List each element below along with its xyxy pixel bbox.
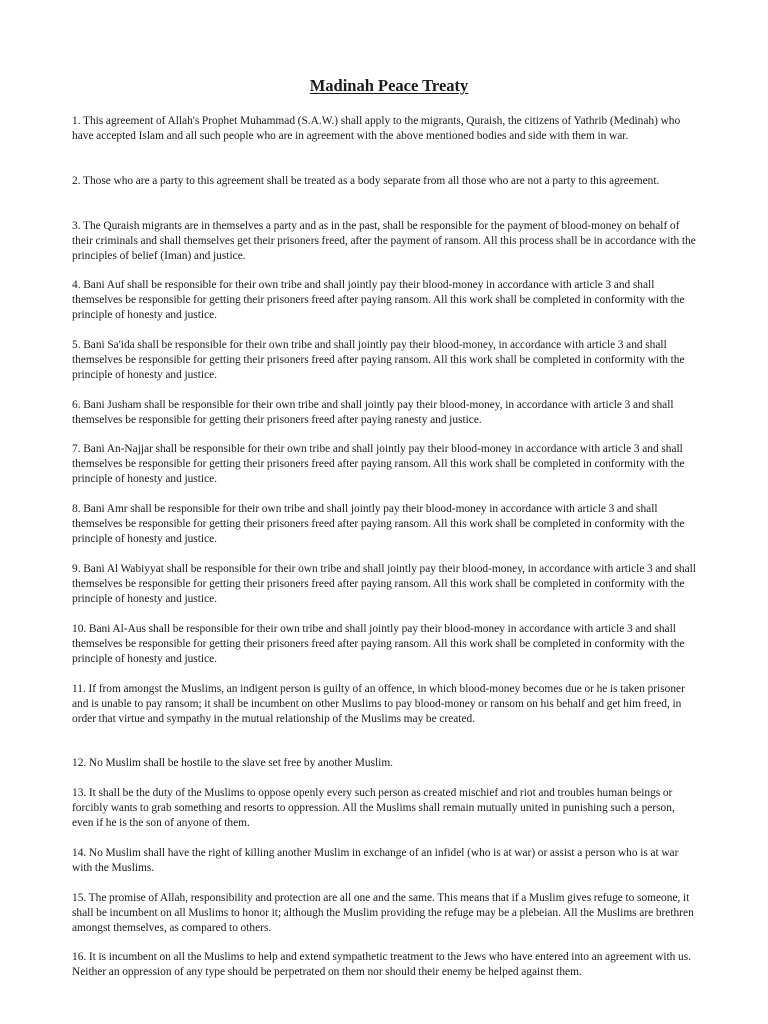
article-3: 3. The Quraish migrants are in themselves a party and as in the past, shall be responsible for the payment of blood-money on behalf of their criminals and shall themselves get their prisoners freed, after the payment of ransom. All this process shall be in accordance with the principles of belief (Iman) and justice. [72,220,696,262]
article-15: 15. The promise of Allah, responsibility and protection are all one and the same. This means that if a Muslim gives refuge to someone, it shall be incumbent on all Muslims to honor it; although the Muslim providing the refuge may be a plebeian. All the Muslims are brethren amongst themselves, as compared to others. [72,892,694,934]
article-8: 8. Bani Amr shall be responsible for their own tribe and shall jointly pay their blood-money in accordance with article 3 and shall themselves be responsible for getting their prisoners freed after paying ransom. All this work shall be completed in conformity with the principle of honesty and justice. [72,503,685,545]
article-7: 7. Bani An-Najjar shall be responsible for their own tribe and shall jointly pay their blood-money in accordance with article 3 and shall themselves be responsible for getting their prisoners freed after paying ransom. All this work shall be completed in conformity with the principle of honesty and justice. [72,443,685,485]
article-6: 6. Bani Jusham shall be responsible for their own tribe and shall jointly pay their blood-money, in accordance with article 3 and shall themselves be responsible for getting their prisoners freed after paying ranesty and justice. [72,399,674,426]
article-14: 14. No Muslim shall have the right of killing another Muslim in exchange of an infidel (who is at war) or assist a person who is at war with the Muslims. [72,847,679,874]
article-9: 9. Bani Al Wabiyyat shall be responsible for their own tribe and shall jointly pay their blood-money, in accordance with article 3 and shall themselves be responsible for getting their prisoners freed after paying ransom. All this work shall be completed in conformity with the principle of honesty and justice. [72,563,696,605]
article-10: 10. Bani Al-Aus shall be responsible for their own tribe and shall jointly pay their blood-money in accordance with article 3 and shall themselves be responsible for getting their prisoners freed after paying ransom. All this work shall be completed in conformity with the principle of honesty and justice. [72,623,685,665]
document-title: Madinah Peace Treaty [309,76,469,95]
article-11: 11. If from amongst the Muslims, an indigent person is guilty of an offence, in which blood-money becomes due or he is taken prisoner and is unable to pay ransom; it shall be incumbent on other Muslims to pay blood-money or ransom on his behalf and get him freed, in order that virtue and sympathy in the mutual relationship of the Muslims may be created. [72,683,685,725]
article-2: 2. Those who are a party to this agreement shall be treated as a body separate from all those who are not a party to this agreement. [72,175,660,187]
article-12: 12. No Muslim shall be hostile to the slave set free by another Muslim. [72,757,394,769]
article-13: 13. It shall be the duty of the Muslims to oppose openly every such person as created mischief and riot and troubles human beings or forcibly wants to grab something and resorts to oppression. All the Muslims shall remain mutually united in punishing such a person, even if he is the son of anyone of them. [72,787,675,829]
article-1: 1. This agreement of Allah's Prophet Muhammad (S.A.W.) shall apply to the migrants, Quraish, the citizens of Yathrib (Medinah) who have accepted Islam and all such people who are in agreement with the above mentioned bodies and side with them in war. [72,115,681,142]
article-16: 16. It is incumbent on all the Muslims to help and extend sympathetic treatment to the Jews who have entered into an agreement with us. Neither an oppression of any type should be perpetrated on them nor should their enemy be helped against them. [72,951,692,978]
article-4: 4. Bani Auf shall be responsible for their own tribe and shall jointly pay their blood-money in accordance with article 3 and shall themselves be responsible for getting their prisoners freed after paying ransom. All this work shall be completed in conformity with the principle of honesty and justice. [72,279,685,321]
article-5: 5. Bani Sa'ida shall be responsible for their own tribe and shall jointly pay their blood-money, in accordance with article 3 and shall themselves be responsible for getting their prisoners freed after paying ransom. All this work shall be completed in conformity with the principle of honesty and justice. [72,339,685,381]
